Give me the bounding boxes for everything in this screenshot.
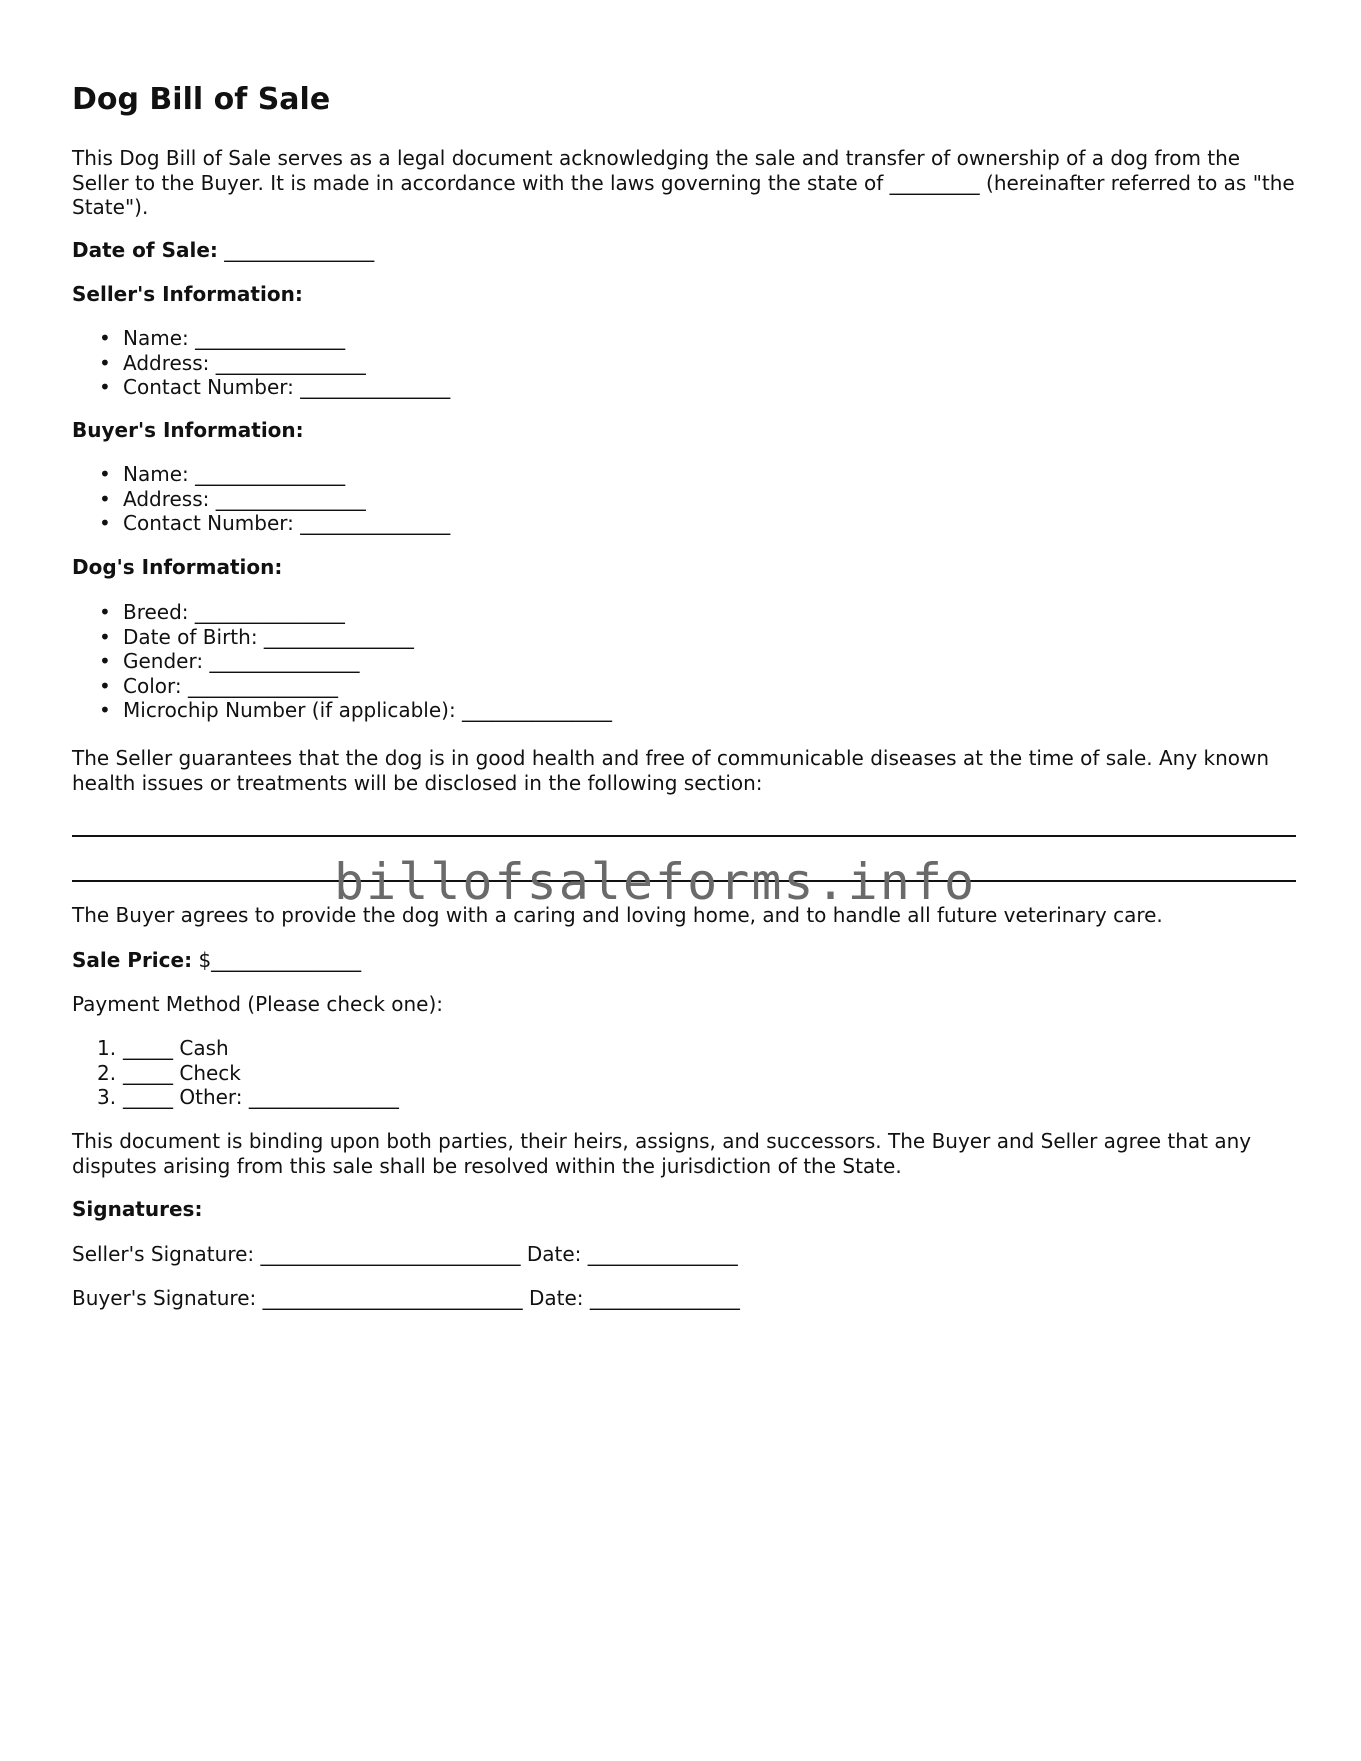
list-item	[72, 375, 450, 400]
seller-contact-field[interactable]: Contact Number: _______________	[123, 375, 451, 399]
dog-gender-field[interactable]: Gender: _______________	[123, 649, 360, 673]
list-item[interactable]	[72, 1085, 399, 1110]
list-item	[72, 351, 450, 376]
binding-statement: This document is binding upon both parties, their heirs, assigns, and successors. The Buyer and Seller agree that any disputes arising from this sale shall be resolved within the jurisdiction of the State.	[72, 1129, 1252, 1178]
dog-color-field[interactable]: Color: _______________	[123, 673, 338, 698]
date-of-sale-line	[72, 238, 1296, 263]
date-of-sale-blank[interactable]: _______________	[224, 238, 375, 262]
list-item[interactable]	[72, 1036, 399, 1061]
bullet-icon: •	[99, 375, 111, 399]
payment-option-other[interactable]: _____ Other: _______________	[123, 1085, 399, 1109]
buyer-heading: Buyer's Information:	[72, 418, 304, 442]
list-item	[72, 326, 450, 351]
list-item	[72, 625, 612, 650]
list-item	[72, 487, 450, 512]
seller-name-field[interactable]: Name: _______________	[123, 326, 346, 350]
dog-info-list	[72, 600, 612, 723]
list-item	[72, 649, 612, 674]
seller-heading: Seller's Information:	[72, 282, 303, 306]
health-statement: The Seller guarantees that the dog is in good health and free of communicable diseases at the time of sale. Any known health issues or treatments will be disclosed in the following section:	[72, 746, 1270, 795]
list-item	[72, 698, 612, 723]
dog-microchip-field[interactable]: Microchip Number (if applicable): _______________	[123, 698, 613, 722]
bullet-icon: •	[99, 698, 111, 722]
buyer-info-list	[72, 462, 450, 536]
list-item	[72, 600, 612, 625]
sale-price-label: Sale Price:	[72, 948, 193, 972]
payment-option-cash[interactable]: _____ Cash	[123, 1036, 229, 1060]
buyer-signature-line[interactable]: Buyer's Signature: __________________________ Date: _______________	[72, 1286, 740, 1310]
buyer-name-field[interactable]: Name: _______________	[123, 462, 346, 486]
date-of-sale-label: Date of Sale:	[72, 238, 218, 262]
list-item	[72, 511, 450, 536]
payment-option-check[interactable]: _____ Check	[123, 1060, 241, 1085]
seller-signature-line[interactable]: Seller's Signature: __________________________ Date: _______________	[72, 1242, 738, 1266]
intro-paragraph: This Dog Bill of Sale serves as a legal document acknowledging the sale and transfer of ownership of a dog from the Seller to the Buyer. It is made in accordance with the laws governing the state of _________ (hereinafter referred to as "the State").	[72, 146, 1295, 219]
option-number: 3.	[97, 1085, 117, 1109]
document-title: Dog Bill of Sale	[72, 82, 331, 117]
list-item[interactable]	[72, 1061, 399, 1086]
sale-price-blank[interactable]: $_______________	[198, 948, 362, 972]
seller-address-field[interactable]: Address: _______________	[123, 350, 366, 375]
bullet-icon: •	[99, 326, 111, 350]
option-number: 2.	[97, 1060, 117, 1085]
bullet-icon: •	[99, 462, 111, 486]
buyer-contact-field[interactable]: Contact Number: _______________	[123, 511, 451, 535]
seller-info-list	[72, 326, 450, 400]
dog-birthdate-field[interactable]: Date of Birth: _______________	[123, 624, 414, 649]
sale-price-line	[72, 948, 1296, 973]
bullet-icon: •	[99, 350, 111, 375]
signatures-heading: Signatures:	[72, 1197, 203, 1221]
dog-heading: Dog's Information:	[72, 555, 283, 579]
buyer-agreement: The Buyer agrees to provide the dog with a caring and loving home, and to handle all future veterinary care.	[72, 903, 1163, 927]
buyer-address-field[interactable]: Address: _______________	[123, 486, 366, 511]
bullet-icon: •	[99, 600, 111, 624]
bullet-icon: •	[99, 486, 111, 511]
health-disclosure-line-1[interactable]	[72, 835, 1296, 837]
dog-breed-field[interactable]: Breed: _______________	[123, 600, 345, 624]
payment-method-heading: Payment Method (Please check one):	[72, 992, 444, 1016]
list-item	[72, 462, 450, 487]
bullet-icon: •	[99, 673, 111, 698]
option-number: 1.	[97, 1036, 117, 1060]
bullet-icon: •	[99, 624, 111, 649]
bullet-icon: •	[99, 511, 111, 535]
list-item	[72, 674, 612, 699]
payment-options-list	[72, 1036, 399, 1110]
bullet-icon: •	[99, 649, 111, 673]
watermark-text: billofsaleforms.info	[334, 853, 977, 911]
